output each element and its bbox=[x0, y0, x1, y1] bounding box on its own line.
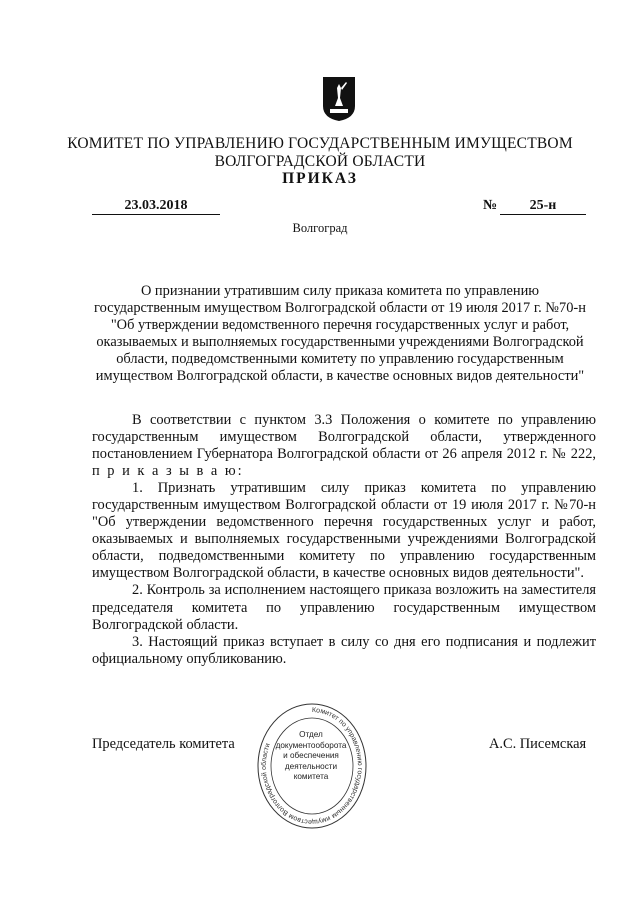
org-name-line2: ВОЛГОГРАДСКОЙ ОБЛАСТИ bbox=[214, 153, 426, 170]
order-number-label: № bbox=[483, 198, 498, 213]
preamble-paragraph bbox=[92, 412, 596, 480]
signatory-position: Председатель комитета bbox=[92, 736, 235, 752]
item-2: 2. Контроль за исполнением настоящего приказа возложить на заместителя председателя комитета по управлению государственным имуществом Волгоградской области. bbox=[92, 582, 596, 633]
volgograd-coat-of-arms-icon bbox=[322, 76, 356, 122]
stamp-line: и обеспечения bbox=[283, 751, 339, 760]
stamp-ring-text: Комитет по управлению государственным имуществом Волгоградской области bbox=[260, 706, 363, 826]
stamp-inner-text bbox=[266, 730, 356, 783]
order-heading: О признании утратившим силу приказа комитета по управлению государственным имуществом Волгоградской области от 19 июля 2017 г. №70-н "Об утверждении ведомственного перечня государственных услуг и работ, оказываемых и выполняемых государственными учреждениями Волгоградской области, подведомственными комитету по управлению государственным имуществом Волгоградской области, в качестве основных видов деятельности" bbox=[94, 283, 586, 385]
item-3: 3. Настоящий приказ вступает в силу со дня его подписания и подлежит официальному опубликованию. bbox=[92, 633, 596, 667]
document-type: ПРИКАЗ bbox=[282, 170, 358, 187]
order-body bbox=[92, 412, 596, 668]
org-name-line1: КОМИТЕТ ПО УПРАВЛЕНИЮ ГОСУДАРСТВЕННЫМ ИМУЩЕСТВОМ bbox=[67, 135, 573, 152]
stamp-line: деятельности bbox=[284, 761, 338, 771]
stamp-line: комитета bbox=[293, 772, 329, 781]
item-1: 1. Признать утратившим силу приказ комитета по управлению государственным имуществом Волгоградской области от 19 июля 2017 г. №70-н "Об утверждении ведомственного перечня государственных услуг и работ, оказываемых и выполняемых государственными учреждениями Волгоградской области, подведомственными комитету по управлению государственным имуществом Волгоградской области, в качестве основных видов деятельности". bbox=[92, 480, 596, 582]
preamble-text: В соответствии с пунктом 3.3 Положения о комитете по управлению государственным имуществом Волгоградской области, утвержденного постановлением Губернатора Волгоградской области от 26 апреля 2012 г. № 222, bbox=[92, 412, 596, 463]
city: Волгоград bbox=[292, 221, 348, 235]
order-number: 25-н bbox=[500, 198, 586, 215]
stamp-line: документооборота bbox=[275, 740, 347, 750]
order-date: 23.03.2018 bbox=[92, 198, 220, 215]
signatory-name: А.С. Писемская bbox=[489, 736, 587, 752]
order-word: п р и к а з ы в а ю: bbox=[92, 463, 244, 480]
stamp-line: Отдел bbox=[299, 730, 323, 739]
